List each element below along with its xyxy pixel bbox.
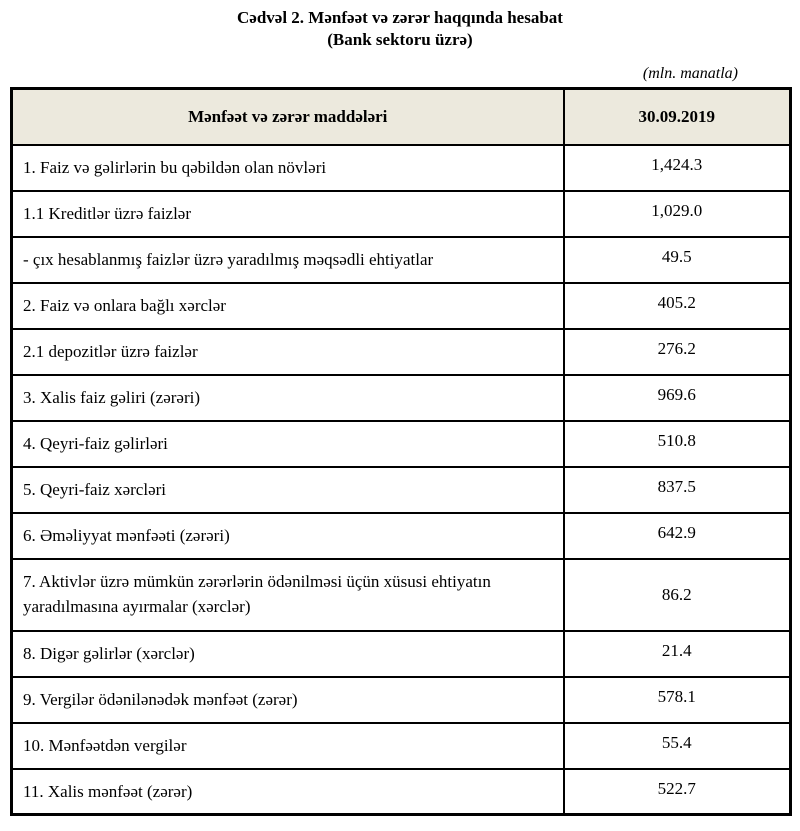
- table-row: [12, 283, 791, 329]
- row-label: 8. Digər gəlirlər (xərclər): [12, 631, 564, 677]
- row-value: 642.9: [564, 513, 791, 559]
- row-label: 2.1 depozitlər üzrə faizlər: [12, 329, 564, 375]
- row-label: 4. Qeyri-faiz gəlirləri: [12, 421, 564, 467]
- table-row: [12, 191, 791, 237]
- row-value: 969.6: [564, 375, 791, 421]
- table-row: [12, 677, 791, 723]
- row-value: 837.5: [564, 467, 791, 513]
- row-value: 578.1: [564, 677, 791, 723]
- row-label: 1.1 Kreditlər üzrə faizlər: [12, 191, 564, 237]
- document-title: [0, 0, 800, 51]
- row-value: 21.4: [564, 631, 791, 677]
- document-title-line2: (Bank sektoru üzrə): [327, 30, 473, 49]
- table-row: [12, 723, 791, 769]
- row-label: 10. Mənfəətdən vergilər: [12, 723, 564, 769]
- document-title-line1: Cədvəl 2. Mənfəət və zərər haqqında hesabat: [237, 8, 563, 27]
- row-value: 1,029.0: [564, 191, 791, 237]
- row-label: - çıx hesablanmış faizlər üzrə yaradılmış məqsədli ehtiyatlar: [12, 237, 564, 283]
- row-value: 510.8: [564, 421, 791, 467]
- row-value: 405.2: [564, 283, 791, 329]
- table-row: [12, 145, 791, 191]
- table-row: [12, 375, 791, 421]
- table-header-row: [12, 89, 791, 145]
- unit-note: (mln. manatla): [642, 65, 738, 82]
- row-value: 49.5: [564, 237, 791, 283]
- table-row: [12, 559, 791, 631]
- row-value: 86.2: [564, 559, 791, 631]
- row-label: 7. Aktivlər üzrə mümkün zərərlərin ödənilməsi üçün xüsusi ehtiyatın yaradılmasına ayırmalar (xərclər): [12, 559, 564, 631]
- table-row: [12, 467, 791, 513]
- row-label: 11. Xalis mənfəət (zərər): [12, 769, 564, 815]
- row-label: 5. Qeyri-faiz xərcləri: [12, 467, 564, 513]
- table-row: [12, 631, 791, 677]
- row-value: 1,424.3: [564, 145, 791, 191]
- table-row: [12, 769, 791, 815]
- row-label: 9. Vergilər ödənilənədək mənfəət (zərər): [12, 677, 564, 723]
- header-date-column: 30.09.2019: [564, 89, 791, 145]
- row-label: 2. Faiz və onlara bağlı xərclər: [12, 283, 564, 329]
- row-label: 1. Faiz və gəlirlərin bu qəbildən olan növləri: [12, 145, 564, 191]
- row-label: 6. Əməliyyat mənfəəti (zərəri): [12, 513, 564, 559]
- row-label: 3. Xalis faiz gəliri (zərəri): [12, 375, 564, 421]
- header-items-column: Mənfəət və zərər maddələri: [12, 89, 564, 145]
- table-row: [12, 513, 791, 559]
- table-row: [12, 421, 791, 467]
- table-row: [12, 237, 791, 283]
- row-value: 276.2: [564, 329, 791, 375]
- table-row: [12, 329, 791, 375]
- row-value: 522.7: [564, 769, 791, 815]
- row-value: 55.4: [564, 723, 791, 769]
- profit-loss-table: [10, 87, 792, 816]
